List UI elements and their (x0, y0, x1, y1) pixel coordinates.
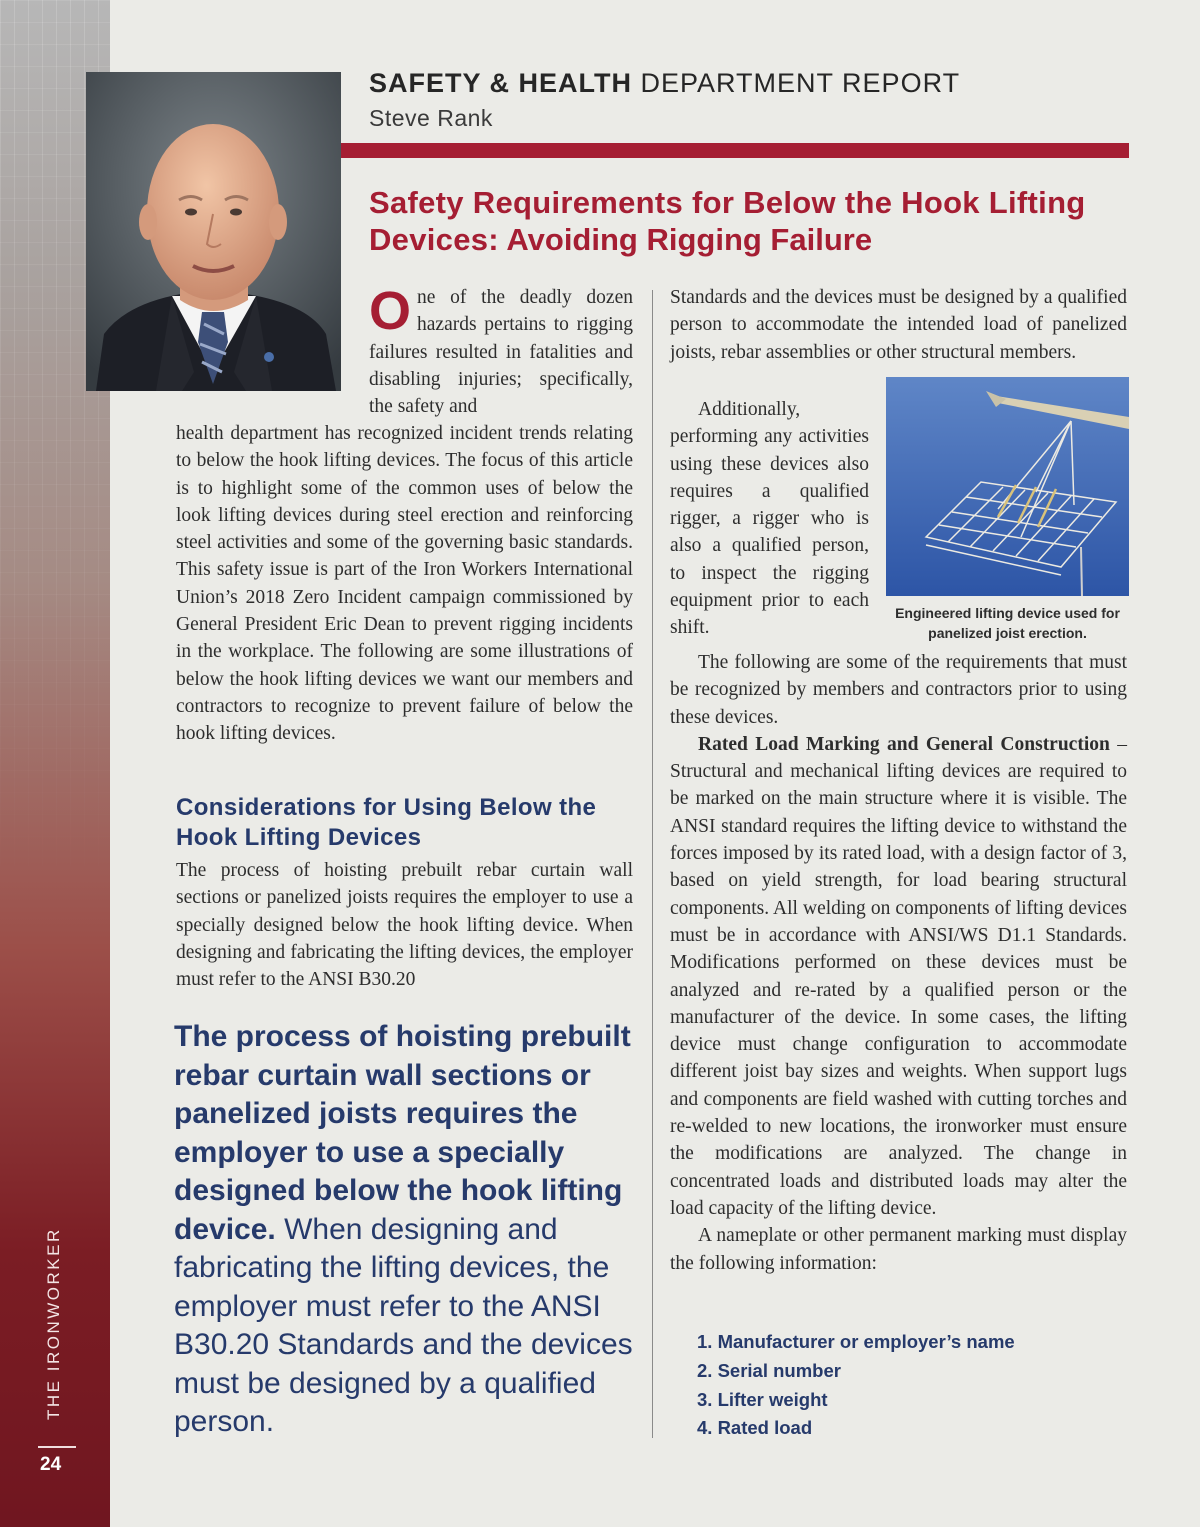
header-rule (341, 143, 1129, 158)
lifting-device-photo (886, 377, 1129, 596)
page-number: 24 (40, 1454, 62, 1475)
column2-paragraph-4: Rated Load Marking and General Construction – Structural and mechanical lifting devices are required to be marked on the main structure where it is visible. The ANSI standard requires the lifting device to withstand the forces imposed by its rated load, with a design factor of 3, based on yield strength, for load bearing structural components. All welding on components of lifting devices must be in accordance with ANSI/WS D1.1 Standards. Modifications performed on these devices must be analyzed and re-rated by a qualified person or the manufacturer of the device. In some cases, the lifting device must change configuration to accommodate different joist bay sizes and weights. When support lugs and components are field washed with cutting torches and re-welded to new locations, the ironworker must ensure the modifications are analyzed. The change in concentrated loads and distributed loads may alter the load capacity of the lifting device. (670, 733, 1127, 1219)
column2-paragraph-3: The following are some of the requirements that must be recognized by members and contractors prior to using these devices. (670, 652, 1127, 728)
column2-paragraph-5: A nameplate or other permanent marking must display the following information: (670, 1225, 1127, 1274)
drop-cap: O (369, 281, 412, 341)
magazine-name: THE IRONWORKER (44, 1227, 63, 1420)
intro-paragraph-continuation: health department has recognized incident trends relating to below the hook lifting devices. The focus of this article is to highlight some of the common uses of below the look lifting devices during steel erection and reinforcing steel activities and some of the governing basic standards. This safety issue is part of the Iron Workers International Union’s 2018 Zero Incident campaign commissioned by General President Eric Dean to prevent rigging incidents in the workplace. The following are some illustrations of below the hook lifting devices we want our members and contractors to recognize to prevent failure of below the hook lifting devices. (176, 423, 633, 745)
list-item: 2. Serial number (697, 1359, 841, 1381)
pull-quote: The process of hoisting prebuilt rebar curtain wall sections or panelized joists requires the employer to use a specially designed below the hook lifting device. When designing and fabricating the lifting devices, the employer must refer to the ANSI B30.20 Standards and the devices must be designed by a qualified person. (174, 1020, 633, 1438)
page-number-rule (38, 1446, 76, 1448)
column2-continuation (670, 649, 1127, 1277)
nameplate-requirements-list (697, 1328, 1015, 1443)
list-item: 1. Manufacturer or employer’s name (697, 1331, 1015, 1352)
considerations-paragraph: The process of hoisting prebuilt rebar curtain wall sections or panelized joists requires the employer to use a specially designed below the hook lifting device. When designing and fabricating the lifting devices, the employer must refer to the ANSI B30.20 (176, 860, 633, 991)
article-title: Safety Requirements for Below the Hook Lifting Devices: Avoiding Rigging Failure (369, 185, 1086, 257)
department-heading: SAFETY & HEALTH DEPARTMENT REPORT (369, 68, 961, 98)
author-portrait (86, 72, 341, 391)
list-item: 3. Lifter weight (697, 1388, 828, 1410)
column2-paragraph-1: Standards and the devices must be designed by a qualified person to accommodate the intended load of panelized joists, rebar assemblies or other structural members. (670, 287, 1127, 363)
figure-caption: Engineered lifting device used for panelized joist erection. (895, 605, 1120, 641)
list-item: 4. Rated load (697, 1417, 813, 1439)
considerations-heading: Considerations for Using Below the Hook Lifting Devices (176, 794, 597, 851)
intro-paragraph-lead: One of the deadly dozen hazards pertains to rigging failures resulted in fatalities and disabling injuries; specifically, the safety and (369, 281, 633, 418)
column2-paragraph-2: Additionally, performing any activities using these devices also requires a qualified rigger, a rigger who is also a qualified person, to inspect the rigging equipment prior to each shift. (670, 399, 869, 639)
author-name: Steve Rank (369, 105, 493, 131)
column-divider (652, 290, 653, 1438)
